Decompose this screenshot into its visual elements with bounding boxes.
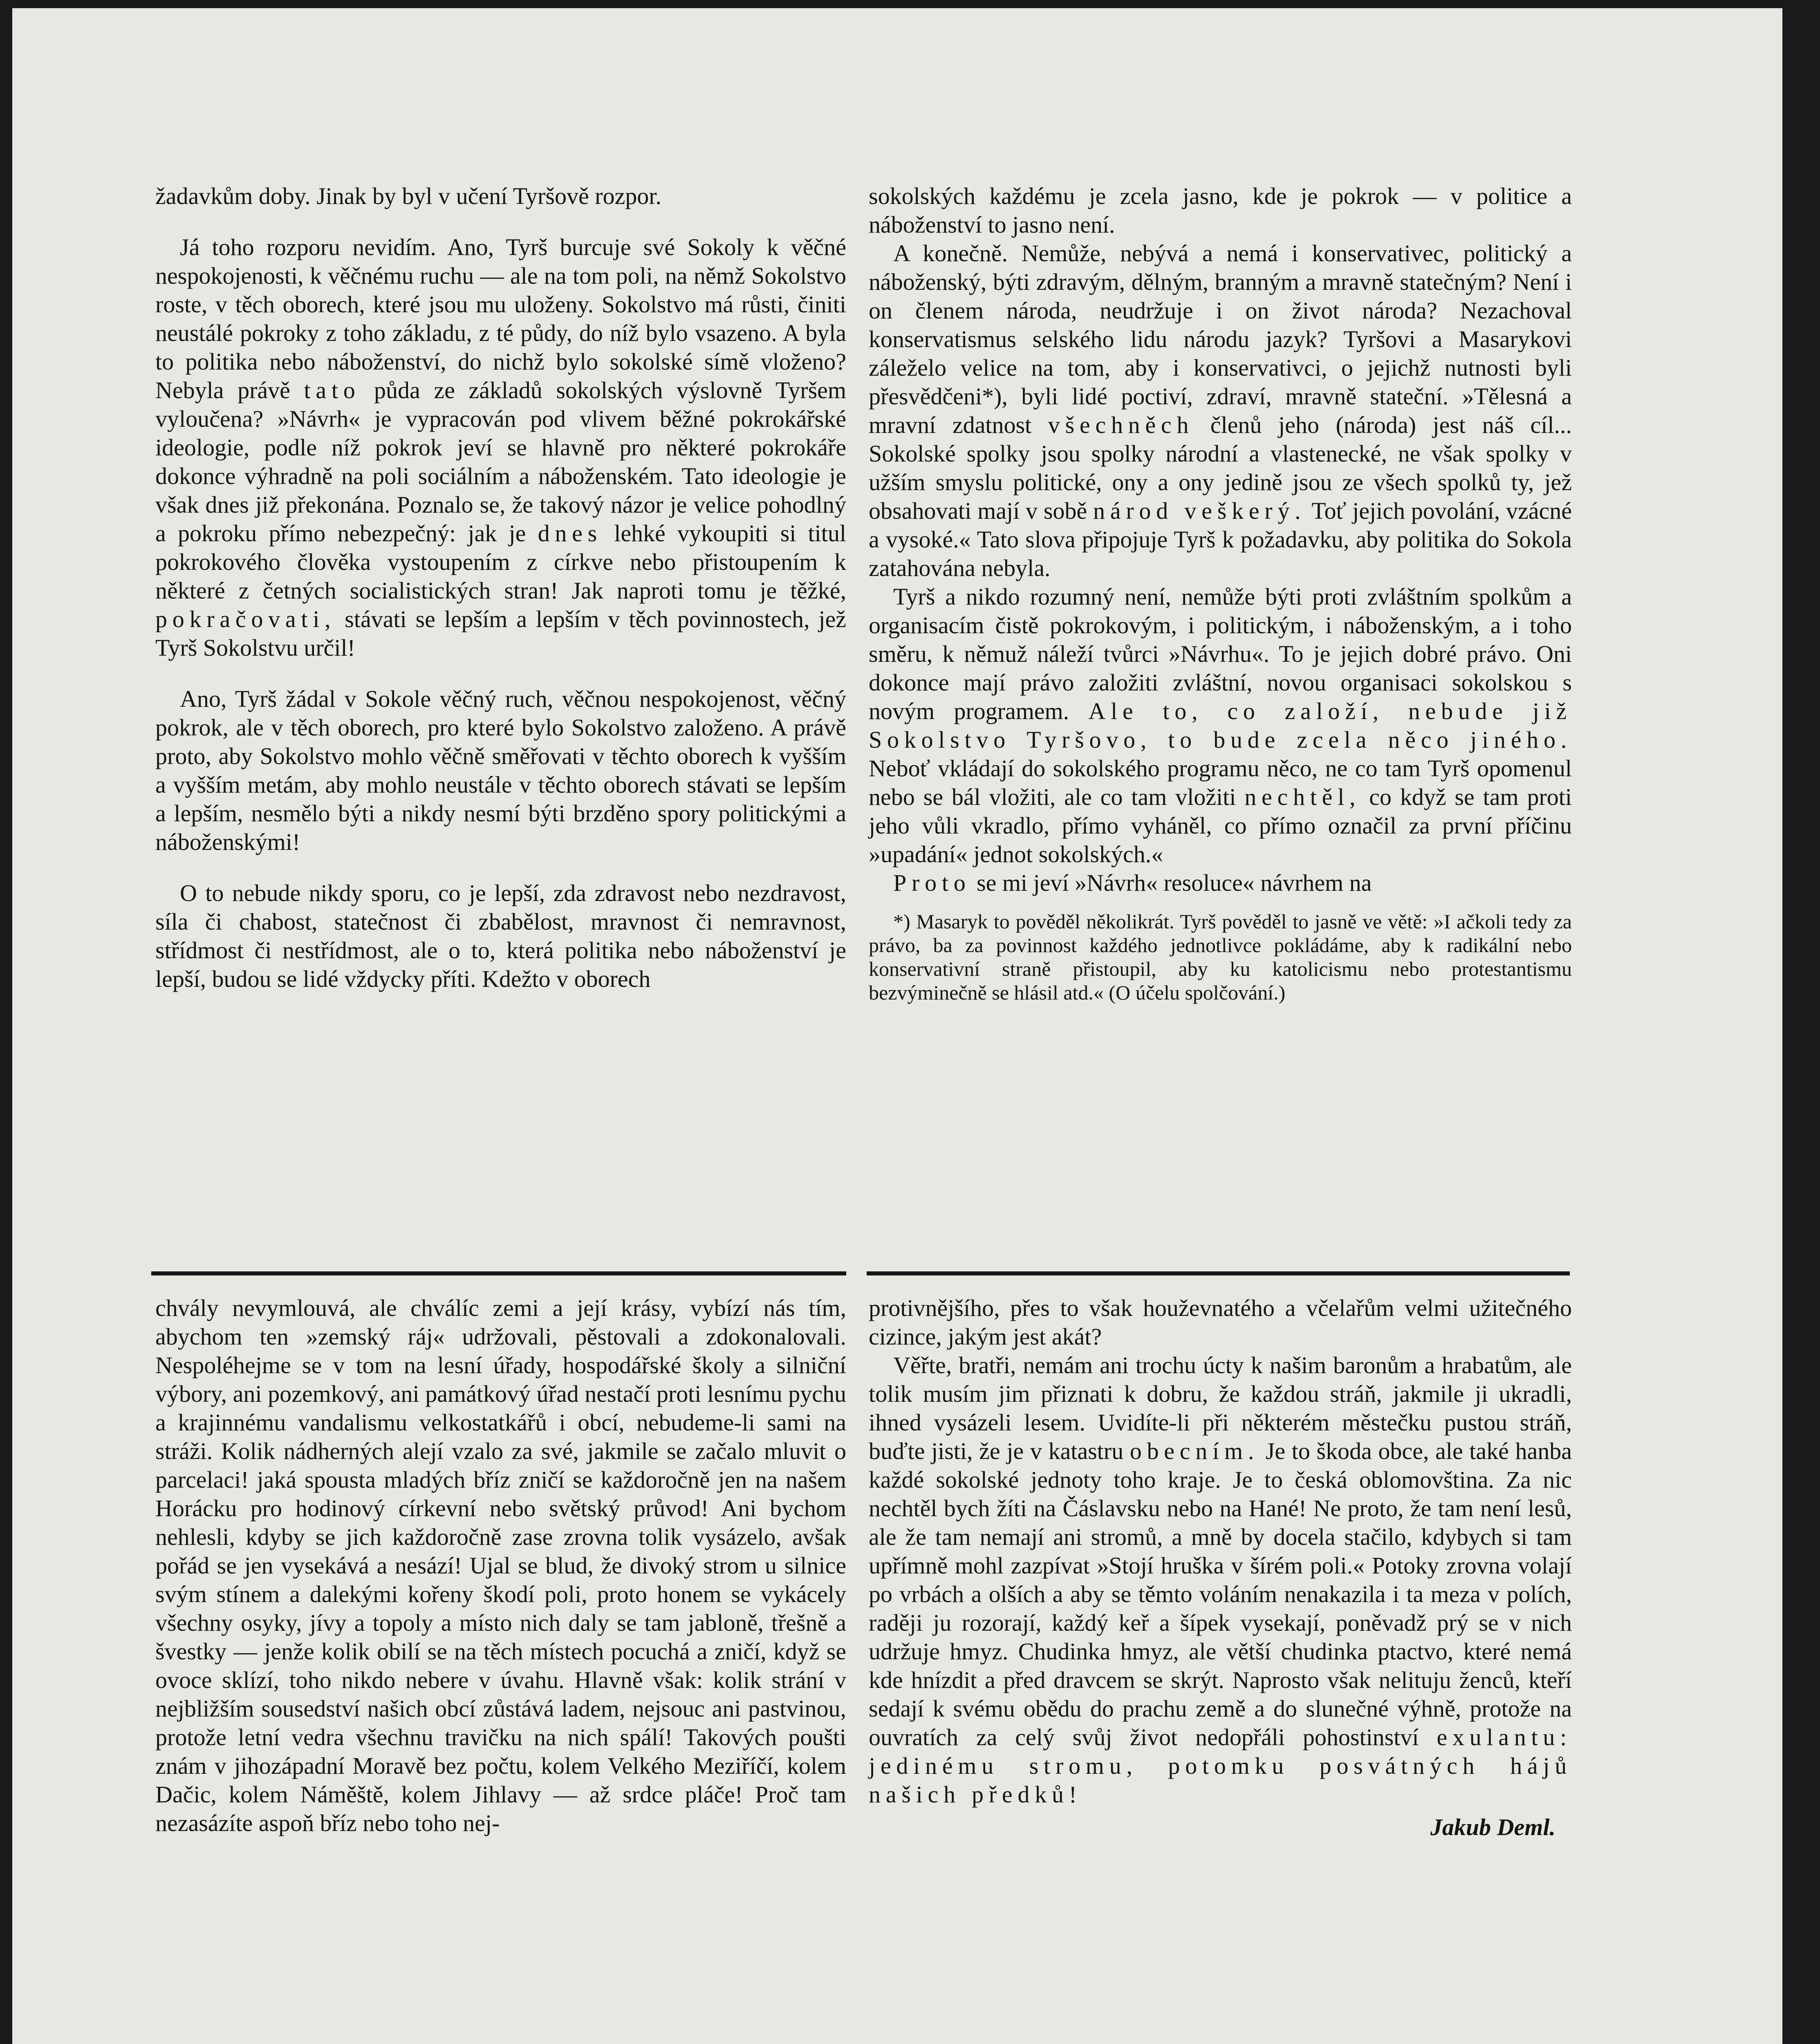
text-run: Věřte, bratři, nemám ani trochu úcty k našim baronům a hrabatům, ale tolik musím jim přiznati k dobru, že každou stráň, jakmile ji ukradli, ihned vysázeli lesem. Uvidíte-li při některém městečku pustou stráň, buďte jisti, že je v katastru [869, 1352, 1572, 1464]
text-run: A konečně. Nemůže, nebývá a nemá i konservativec, politický a náboženský, býti zdravým, dělným, branným a mravně statečným? Není i on členem národa, neudržuje i on život národa? Nezachoval konservatismus selského lidu národu jazyk? Tyršovi a Masarykovi záleželo velice na tom, aby i konservativci, o jejichž nutnosti byli přesvědčeni*), byli lidé poctiví, zdraví, mravně stateční. »Tělesná a mravní zdatnost [869, 240, 1572, 438]
paragraph: O to nebude nikdy sporu, co je lepší, zda zdravost nebo nezdravost, síla či chabost, statečnost či zbabělost, mravnost či nemravnost, střídmost či nestřídmost, ale o to, která politika nebo náboženství je lepší, budou se lidé vždycky příti. Kdežto v oborech [155, 880, 846, 992]
top-left-column [155, 182, 846, 993]
emphasis-spaced: nechtěl, [1244, 784, 1361, 810]
text-run: Tyrš a nikdo rozumný není, nemůže býti proti zvláštním spolkům a organisacím čistě pokrokovým, i politickým, i náboženským, a i toho směru, k němuž náleží tvůrci »Návrhu«. To je jejich dobré právo. Oni dokonce mají právo založiti zvláštní, novou organisaci sokolskou s novým programem. [869, 583, 1572, 724]
text-run: Já toho rozporu nevidím. Ano, Tyrš burcuje své Sokoly k věčné nespokojenosti, k věčnému ruchu — ale na tom poli, na němž Sokolstvo roste, v těch oborech, které jsou mu uloženy. Sokolstvo má růsti, činiti neustálé pokroky z toho základu, z té půdy, do níž bylo vsazeno. A byla to politika nebo náboženství, do nichž bylo sokolské símě vloženo? Nebyla právě [155, 234, 846, 403]
paragraph: žadavkům doby. Jinak by byl v učení Tyršově rozpor. [155, 183, 661, 209]
emphasis-spaced: obecním. [1130, 1438, 1260, 1464]
emphasis-spaced: dnes [538, 520, 602, 547]
text-run: Neboť vkládají do sokolského programu něco, ne co tam Tyrš opomenul nebo se bál vložiti, ale co tam vložiti [869, 755, 1572, 810]
paragraph: Ano, Tyrš žádal v Sokole věčný ruch, věčnou nespokojenost, věčný pokrok, ale v těch oborech, pro které bylo Sokolstvo založeno. A právě proto, aby Sokolstvo mohlo věčně směřovati v těchto oborech k vyšším a vyšším metám, aby mohlo neustále v těchto oborech stávati se lepším a lepším, nesmělo býti a nikdy nesmí býti brzděno spory politickými a náboženskými! [155, 686, 846, 855]
text-run: Je to škoda obce, ale také hanba každé sokolské jednoty toho kraje. Je to česká oblomovština. Za nic nechtěl bych žíti na Čáslavsku nebo na Hané! Ne proto, že tam není lesů, ale že tam nemají ani stromů, a mně by docela stačilo, kdybych si tam upřímně mohl zazpívat »Stojí hruška v šírém poli.« Potoky zrovna volají po vrbách a olších a aby se těmto voláním nenakazila i ta meza v polích, raději ju rozorají, každý keř a šípek vysekají, poněvadž prý se v nich udržuje hmyz. Chudinka hmyz, ale větší chudinka ptactvo, které nemá kde hnízdit a před dravcem se skrýt. Naprosto však nelituju ženců, kteří sedají k svému obědu do prachu země a do slunečné výhně, protože na ouvratích za celý svůj život nedopřáli pohostinství [869, 1438, 1572, 1750]
paragraph [869, 583, 1572, 869]
paragraph [869, 239, 1572, 583]
emphasis-spaced: národ veškerý. [1093, 498, 1306, 524]
author-signature: Jakub Deml. [1430, 1814, 1556, 1840]
bottom-right-column [869, 1294, 1572, 1842]
paragraph [869, 1351, 1572, 1809]
paragraph: sokolských každému je zcela jasno, kde je pokrok — v politice a náboženství to jasno není. [869, 183, 1572, 238]
top-right-column [869, 182, 1572, 1004]
text-run: co když se tam proti jeho vůli vkradlo, přímo vyháněl, co přímo označil za první příčinu »upadání« jednot sokolských.« [869, 784, 1572, 867]
divider-rule-left [151, 1271, 846, 1275]
text-run: členů jeho (národa) jest náš cíl... Sokolské spolky jsou spolky národní a vlastenecké, ne však spolky v užším smyslu politické, ony a ony jedině jsou ze všech spolků ty, jež obsahovati mají v sobě [869, 412, 1572, 524]
paragraph [155, 233, 846, 662]
footnote: *) Masaryk to pověděl několikrát. Tyrš pověděl to jasně ve větě: »I ačkoli tedy za právo, ba za povinnost každého jednotlivce pokládáme, aby k radikální nebo konservativní straně přistoupil, aby ku katolicismu nebo protestantismu bezvýminečně se hlásil atd.« (O účelu spolčování.) [869, 910, 1572, 1004]
journal-page [12, 8, 1782, 2044]
paragraph: protivnějšího, přes to však houževnatého a včelařům velmi užitečného cizince, jakým jest akát? [869, 1295, 1572, 1350]
text-run: půda ze základů sokolských výslovně Tyršem vyloučena? »Návrh« je vypracován pod vlivem běžné pokrokářské ideologie, podle níž pokrok jeví se hlavně pro některé pokrokáře dokonce výhradně na poli sociálním a náboženském. Tato ideologie je však dnes již překonána. Poznalo se, že takový názor je velice pohodlný a pokroku přímo nebezpečný: jak je [155, 377, 847, 547]
text-run: se mi jeví »Návrh« resoluce« návrhem na [977, 870, 1372, 896]
text-run: lehké vykoupiti si titul pokrokového člověka vystoupením z církve nebo přistoupením k některé z četných socialistických stran! Jak naproti tomu je těžké, [155, 520, 847, 604]
paragraph [869, 869, 1572, 897]
text-run: Toť jejich povolání, vzácné a vysoké.« Tato slova připojuje Tyrš k požadavku, aby politika do Sokola zatahována nebyla. [869, 498, 1572, 581]
emphasis-spaced: tato [304, 377, 361, 403]
emphasis-spaced: exulantu: jedinému stromu, potomku posvátných hájů našich předků! [869, 1724, 1572, 1808]
bottom-left-column [155, 1294, 846, 1838]
emphasis-spaced: Proto [893, 870, 971, 896]
text-run: stávati se lepším a lepším v těch povinnostech, jež Tyrš Sokolstvu určil! [155, 606, 846, 661]
emphasis-spaced: pokračovati, [155, 606, 336, 632]
emphasis-spaced: všechněch [1048, 412, 1194, 438]
paragraph: chvály nevymlouvá, ale chválíc zemi a její krásy, vybízí nás tím, abychom ten »zemský ráj« udržovali, pěstovali a zdokonalovali. Nespoléhejme se v tom na lesní úřady, hospodářské školy a silniční výbory, ani pozemkový, ani památkový úřad nestačí proti lesnímu pychu a krajinnému vandalismu velkostatkářů i obcí, nebudeme-li sami na stráži. Kolik nádherných alejí vzalo za své, jakmile se začalo mluvit o parcelaci! jaká spousta mladých bříz zničí se každoročně jen na našem Horácku pro hodinový církevní nebo světský průvod! Ani bychom nehlesli, kdyby se jich každoročně zase zrovna tolik vysázelo, avšak pořád se jen vysekává a nesází! Ujal se blud, že divoký strom u silnice svým stínem a dalekými kořeny škodí poli, proto honem se vykácely všechny osyky, jívy a topoly a místo nich daly se tam jabloně, třešně a švestky — jenže kolik obilí se na těch místech pocuchá a zničí, když se ovoce sklízí, toho nikdo nebere v úvahu. Hlavně však: kolik strání v nejbližším sousedství našich obcí zůstává ladem, nejsouc ani pastvinou, protože letní vedra všechnu travičku na nich spálí! Takových poušti znám v jihozápadní Moravě bez počtu, kolem Velkého Meziříčí, kolem Dačic, kolem Náměště, kolem Jihlavy — až srdce pláče! Proč tam nezasázíte aspoň bříz nebo toho nej- [155, 1295, 846, 1836]
emphasis-spaced: Ale to, co založí, nebude již Sokolstvo Tyršovo, to bude zcela něco jiného. [869, 698, 1572, 753]
divider-rule-right [867, 1271, 1570, 1275]
